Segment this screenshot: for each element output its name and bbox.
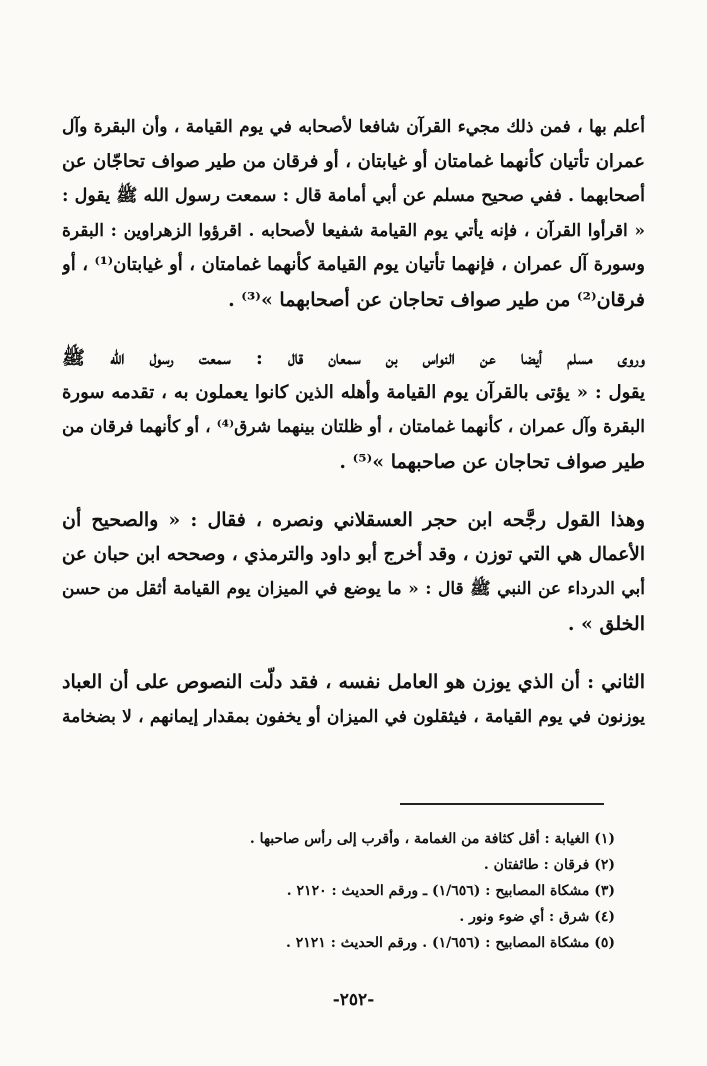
text-line: عمران تأتيان كأنهما غمامتان أو غيابتان ، أو فرقان من طير صواف تحاجّان عن [62,150,645,172]
text-line: الخلق » . [567,612,645,635]
footnote-divider [400,803,604,805]
text-line: وهذا القول رجَّحه ابن حجر العسقلاني ونصره ، فقال : « والصحيح أن [62,509,645,531]
text-line: الأعمال هي التي توزن ، وقد أخرج أبو داود والترمذي ، وصححه ابن حبان عن [62,543,645,565]
text-line: وروى مسلم أيضا عن النواس بن سمعان قال : سمعت رسول الله ﷺ [62,347,645,369]
text-line: أبي الدرداء عن النبي ﷺ قال : « ما يوضع في الميزان يوم القيامة أثقل من حسن [62,579,645,599]
page-number: -٢٥٢- [332,990,375,1010]
text-line: البقرة وآل عمران ، كأنهما غمامتان ، أو ظلتان بينهما شرق⁽⁴⁾ ، أو كأنهما فرقان من [62,417,645,437]
paragraph-2 [62,341,645,479]
text-line: الثاني : أن الذي يوزن هو العامل نفسه ، فقد دلّت النصوص على أن العباد [62,671,645,693]
footnote-2: (٢) فرقان : طائفتان . [483,857,615,873]
paragraph-4 [62,665,645,734]
footnote-4: (٤) شرق : أي ضوء ونور . [459,909,615,925]
text-line: طير صواف تحاجان عن صاحبهما »⁽⁵⁾ . [339,450,645,473]
text-line: أصحابهما . ففي صحيح مسلم عن أبي أمامة قال : سمعت رسول الله ﷺ يقول : [62,186,645,206]
text-line: « اقرأوا القرآن ، فإنه يأتي يوم القيامة شفيعا لأصحابه . اقرؤوا الزهراوين : البقرة [62,220,645,241]
paragraph-3 [62,503,645,641]
text-line: أعلم بها ، فمن ذلك مجيء القرآن شافعا لأصحابه في يوم القيامة ، وأن البقرة وآل [62,117,645,137]
text-line: يوزنون في يوم القيامة ، فيثقلون في الميزان أو يخفون بمقدار إيمانهم ، لا بضخامة [62,706,645,727]
footnote-5: (٥) مشكاة المصابيح : (١/٦٥٦) . ورقم الحديث : ٢١٢١ . [286,935,615,951]
footnotes [120,826,615,956]
main-text [62,110,645,734]
paragraph-1 [62,110,645,317]
footnote-1: (١) الغيابة : أقل كثافة من الغمامة ، وأقرب إلى رأس صاحبها . [249,831,615,847]
text-line: يقول : « يؤتى بالقرآن يوم القيامة وأهله الذين كانوا يعملون به ، تقدمه سورة [62,381,645,403]
text-line: وسورة آل عمران ، فإنهما تأتيان يوم القيامة كأنهما غمامتان ، أو غيابتان⁽¹⁾ ، أو [62,254,645,275]
footnote-3: (٣) مشكاة المصابيح : (١/٦٥٦) ـ ورقم الحديث : ٢١٢٠ . [286,883,615,899]
text-line: فرقان⁽²⁾ من طير صواف تحاجان عن أصحابهما »⁽³⁾ . [228,288,645,311]
